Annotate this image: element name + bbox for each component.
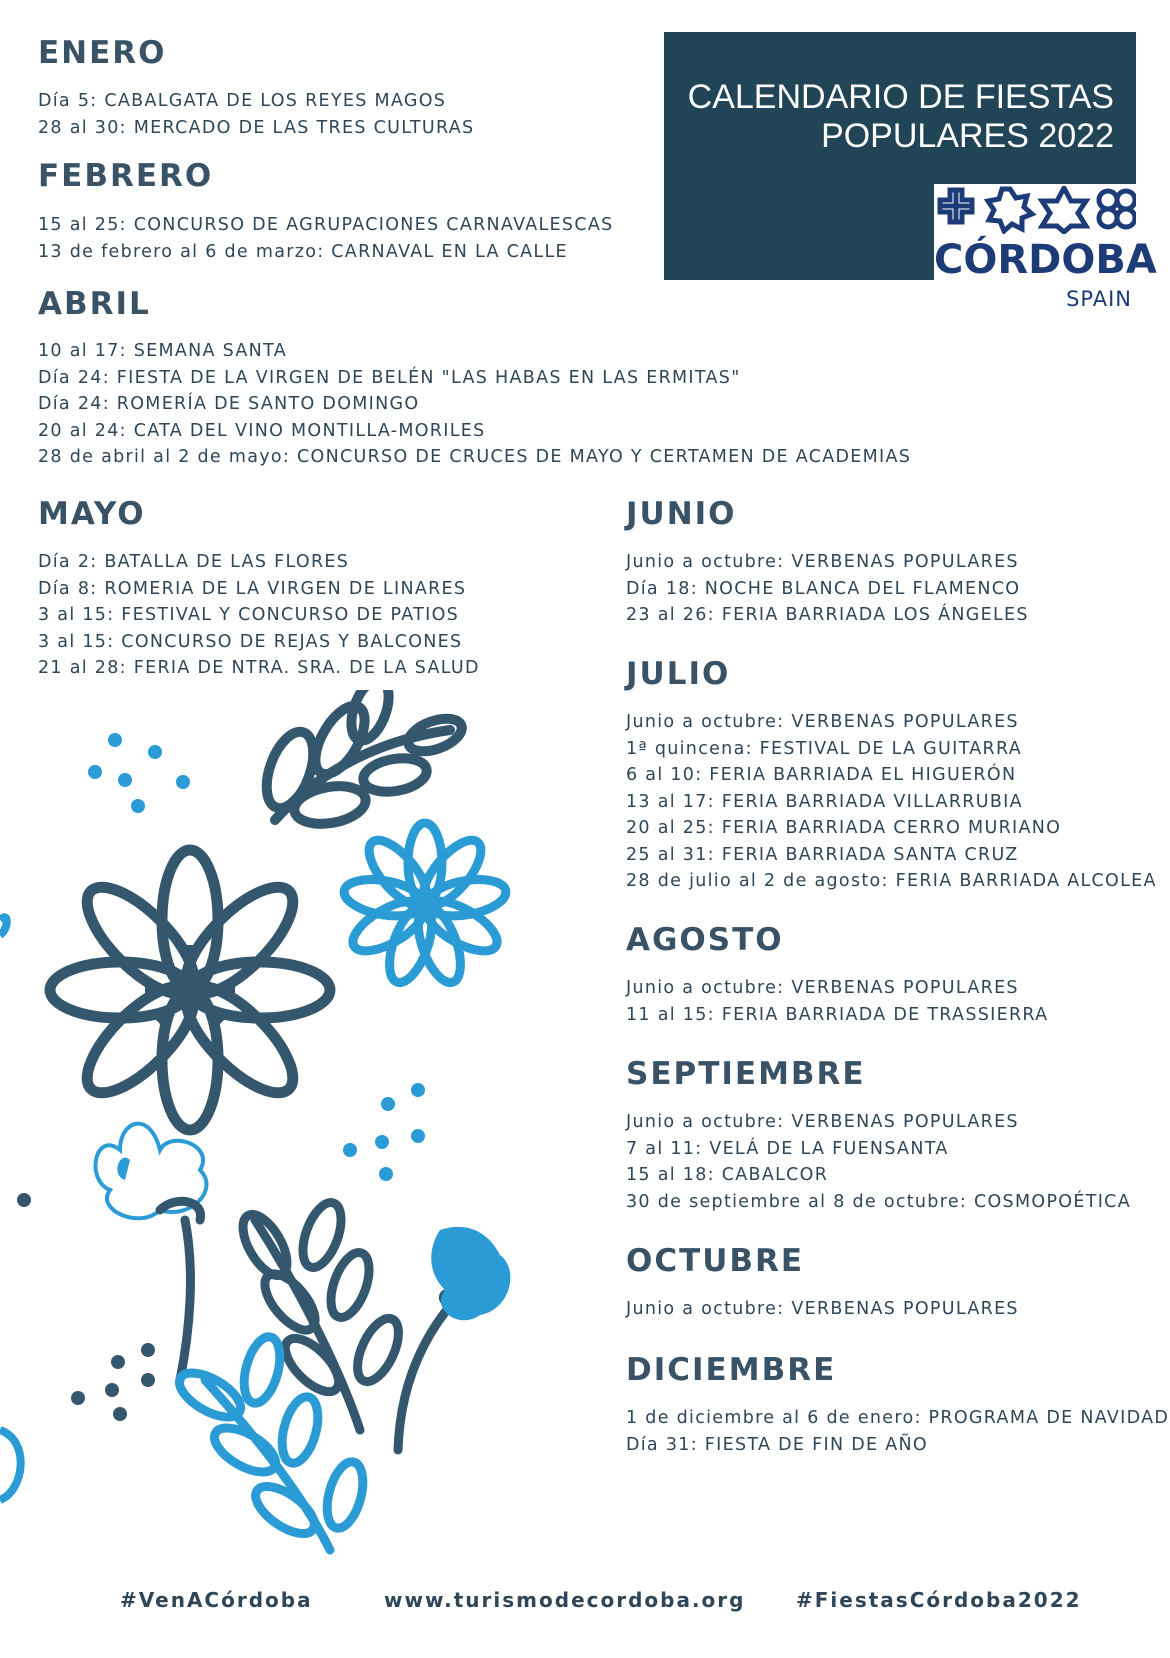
event-date: 28 de abril al 2 de mayo: — [38, 447, 291, 467]
decorative-flowers-illustration — [0, 690, 560, 1570]
event-name: BATALLA DE LAS FLORES — [104, 552, 350, 572]
event-name: ROMERÍA DE SANTO DOMINGO — [116, 394, 420, 414]
event-name: FESTIVAL DE LA GUITARRA — [759, 738, 1022, 759]
event-name: FERIA DE NTRA. SRA. DE LA SALUD — [133, 658, 480, 678]
event-item — [626, 1189, 1131, 1216]
event-name: FERIA BARRIADA EL HIGUERÓN — [709, 765, 1017, 785]
event-date: 15 al 25: — [38, 215, 127, 235]
title-line-2: POPULARES 2022 — [821, 117, 1114, 155]
event-item — [626, 1002, 1048, 1029]
event-name: CONCURSO DE CRUCES DE MAYO Y CERTAMEN DE ACADEMIAS — [296, 447, 912, 467]
month-title-septiembre: SEPTIEMBRE — [626, 1056, 866, 1092]
footer-website-link[interactable]: www.turismodecordoba.org — [384, 1588, 746, 1612]
event-date: Día 2: — [38, 552, 98, 572]
month-title-mayo: MAYO — [38, 496, 146, 532]
event-item — [626, 1405, 1169, 1432]
event-name: CABALCOR — [721, 1165, 829, 1185]
event-date: 21 al 28: — [38, 658, 127, 678]
event-date: 28 de julio al 2 de agosto: — [626, 871, 889, 891]
event-name: FERIA BARRIADA SANTA CRUZ — [721, 844, 1019, 865]
event-date: 13 de febrero al 6 de marzo: — [38, 241, 325, 262]
month-title-junio: JUNIO — [626, 496, 737, 532]
title-line-1: CALENDARIO DE FIESTAS — [687, 78, 1114, 116]
event-name: NOCHE BLANCA DEL FLAMENCO — [704, 578, 1021, 599]
event-name: MERCADO DE LAS TRES CULTURAS — [133, 117, 475, 138]
event-item — [626, 1136, 1131, 1163]
event-date: 7 al 11: — [626, 1138, 703, 1159]
event-date: 13 al 17: — [626, 791, 715, 812]
event-list-octubre — [626, 1296, 1019, 1323]
event-date: 15 al 18: — [626, 1165, 715, 1185]
event-date: 1ª quincena: — [626, 738, 753, 759]
event-name: FIESTA DE FIN DE AÑO — [704, 1434, 928, 1455]
event-date: 6 al 10: — [626, 765, 703, 785]
month-title-enero: ENERO — [38, 35, 167, 71]
event-date: 23 al 26: — [626, 605, 715, 625]
month-title-febrero: FEBRERO — [38, 158, 214, 194]
event-list-septiembre — [626, 1109, 1131, 1215]
event-name: FESTIVAL Y CONCURSO DE PATIOS — [121, 605, 460, 625]
event-date: 28 al 30: — [38, 117, 127, 138]
event-item — [38, 418, 911, 445]
event-item — [626, 602, 1029, 629]
month-title-abril: ABRIL — [38, 286, 151, 322]
event-name: CARNAVAL EN LA CALLE — [331, 241, 568, 262]
event-date: 20 al 25: — [626, 818, 715, 838]
event-name: VERBENAS POPULARES — [791, 1299, 1019, 1319]
dots-middle-icon — [343, 1083, 425, 1181]
event-list-abril — [38, 338, 911, 471]
event-item — [38, 655, 480, 682]
logo-subtitle: SPAIN — [1066, 287, 1132, 311]
event-item — [626, 709, 1157, 736]
event-name: FIESTA DE LA VIRGEN DE BELÉN "LAS HABAS EN LAS ERMITAS" — [116, 367, 741, 388]
event-date: 30 de septiembre al 8 de octubre: — [626, 1191, 968, 1212]
event-name: CABALGATA DE LOS REYES MAGOS — [104, 91, 447, 111]
month-title-agosto: AGOSTO — [626, 922, 784, 958]
dots-top-icon — [88, 733, 190, 813]
footer-hashtag-fiestas-cordoba[interactable]: #FiestasCórdoba2022 — [796, 1588, 1082, 1612]
event-item — [626, 975, 1048, 1002]
logo-wordmark: CÓRDOBA — [934, 237, 1157, 283]
light-flower-icon — [341, 823, 508, 988]
event-item — [38, 365, 911, 392]
event-date: Junio a octubre: — [626, 1299, 785, 1319]
event-list-febrero — [38, 212, 614, 265]
event-list-enero — [38, 88, 474, 141]
event-name: CONCURSO DE AGRUPACIONES CARNAVALESCAS — [133, 215, 614, 235]
big-dark-flower-icon — [50, 850, 330, 1130]
event-name: FERIA BARRIADA ALCOLEA — [895, 871, 1157, 891]
event-item — [626, 1109, 1131, 1136]
event-date: Día 5: — [38, 91, 98, 111]
event-item — [38, 239, 614, 266]
event-name: SEMANA SANTA — [133, 341, 287, 361]
event-date: Día 8: — [38, 578, 98, 599]
event-list-mayo — [38, 549, 480, 682]
event-date: 20 al 24: — [38, 420, 127, 441]
event-date: Día 24: — [38, 367, 110, 388]
event-date: Día 24: — [38, 394, 110, 414]
event-date: 1 de diciembre al 6 de enero: — [626, 1408, 922, 1428]
edge-leaves-icon — [0, 917, 21, 1500]
event-name: VELÁ DE LA FUENSANTA — [709, 1138, 949, 1159]
event-name: CONCURSO DE REJAS Y BALCONES — [121, 631, 463, 652]
event-item — [38, 602, 480, 629]
event-item — [38, 115, 474, 142]
page-title — [688, 78, 1114, 156]
event-item — [626, 868, 1157, 895]
event-list-julio — [626, 709, 1157, 895]
event-name: VERBENAS POPULARES — [791, 552, 1019, 572]
event-item — [38, 88, 474, 115]
event-item — [626, 576, 1029, 603]
event-date: Junio a octubre: — [626, 712, 785, 732]
event-item — [626, 1432, 1169, 1459]
event-date: Día 31: — [626, 1434, 698, 1455]
event-name: VERBENAS POPULARES — [791, 978, 1019, 998]
event-item — [38, 391, 911, 418]
event-date: 11 al 15: — [626, 1004, 715, 1025]
event-item — [626, 1296, 1019, 1323]
event-date: 3 al 15: — [38, 605, 115, 625]
event-name: VERBENAS POPULARES — [791, 712, 1019, 732]
light-bloom-right-icon — [431, 1227, 510, 1320]
event-name: FERIA BARRIADA DE TRASSIERRA — [721, 1004, 1049, 1025]
month-title-julio: JULIO — [626, 656, 731, 692]
event-item — [626, 789, 1157, 816]
dark-branch-middle-icon — [234, 1198, 407, 1430]
month-title-octubre: OCTUBRE — [626, 1243, 805, 1279]
event-list-junio — [626, 549, 1029, 629]
event-item — [626, 1162, 1131, 1189]
event-item — [38, 629, 480, 656]
event-date: Junio a octubre: — [626, 978, 785, 998]
event-list-diciembre — [626, 1405, 1169, 1458]
light-branch-bottom-icon — [173, 1333, 370, 1550]
event-item — [38, 549, 480, 576]
event-name: FERIA BARRIADA CERRO MURIANO — [721, 818, 1062, 838]
event-name: FERIA BARRIADA LOS ÁNGELES — [721, 605, 1029, 625]
event-item — [38, 212, 614, 239]
event-item — [626, 842, 1157, 869]
event-date: Día 18: — [626, 578, 698, 599]
event-item — [626, 762, 1157, 789]
event-item — [38, 444, 911, 471]
event-item — [38, 576, 480, 603]
event-date: Junio a octubre: — [626, 1112, 785, 1132]
event-date: 25 al 31: — [626, 844, 715, 865]
month-title-diciembre: DICIEMBRE — [626, 1352, 837, 1388]
event-date: 10 al 17: — [38, 341, 127, 361]
event-name: PROGRAMA DE NAVIDAD — [928, 1408, 1170, 1428]
event-name: ROMERIA DE LA VIRGEN DE LINARES — [104, 578, 467, 599]
event-item — [626, 736, 1157, 763]
dark-branch-top-icon — [258, 690, 467, 829]
event-name: CATA DEL VINO MONTILLA-MORILES — [133, 420, 486, 441]
cordoba-logo-symbols-icon — [936, 186, 1136, 234]
event-name: COSMOPOÉTICA — [973, 1191, 1131, 1212]
event-item — [626, 549, 1029, 576]
event-item — [38, 338, 911, 365]
event-item — [626, 815, 1157, 842]
event-list-agosto — [626, 975, 1048, 1028]
event-date: 3 al 15: — [38, 631, 115, 652]
event-name: VERBENAS POPULARES — [791, 1112, 1019, 1132]
event-date: Junio a octubre: — [626, 552, 785, 572]
dots-bottom-icon — [17, 1193, 155, 1421]
event-name: FERIA BARRIADA VILLARRUBIA — [721, 791, 1023, 812]
footer-hashtag-ven-a-cordoba[interactable]: #VenACórdoba — [120, 1588, 313, 1612]
